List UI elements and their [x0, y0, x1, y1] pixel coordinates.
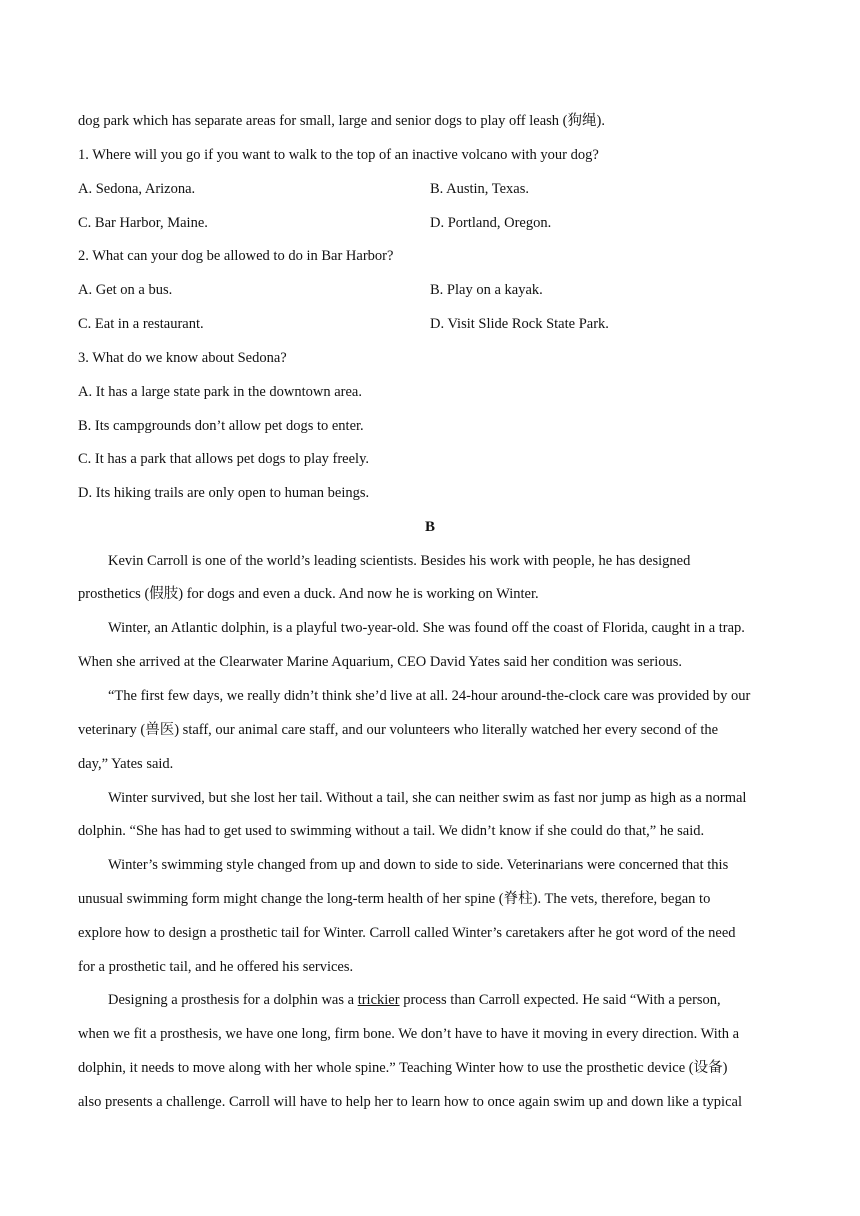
- option-d: D. Its hiking trails are only open to human beings.: [78, 485, 370, 501]
- option-c: C. It has a park that allows pet dogs to play freely.: [78, 451, 369, 467]
- passage-b-line: explore how to design a prosthetic tail for Winter. Carroll called Winter’s caretakers after he got word of the need: [78, 925, 736, 941]
- passage-b-line: When she arrived at the Clearwater Marine Aquarium, CEO David Yates said her condition was serious.: [78, 654, 683, 670]
- passage-b-line: Winter’s swimming style changed from up and down to side to side. Veterinarians were concerned that this: [108, 857, 729, 873]
- option-b: B. Play on a kayak.: [430, 282, 543, 298]
- question-1-options-row-1: [78, 180, 782, 198]
- passage-b-line: day,” Yates said.: [78, 756, 174, 772]
- passage-b-line: dolphin. “She has had to get used to swimming without a tail. We didn’t know if she could do that,” he said.: [78, 823, 705, 839]
- passage-b-line: dolphin, it needs to move along with her whole spine.” Teaching Winter how to use the prosthetic device (设备): [78, 1060, 728, 1076]
- passage-b-line: Kevin Carroll is one of the world’s leading scientists. Besides his work with people, he has designed: [108, 553, 691, 569]
- option-a: A. It has a large state park in the downtown area.: [78, 384, 362, 400]
- passage-b-line: for a prosthetic tail, and he offered his services.: [78, 959, 354, 975]
- passage-b-line-underlined: [108, 991, 782, 1009]
- option-c: C. Eat in a restaurant.: [78, 316, 204, 332]
- question-2-options-row-1: [78, 281, 782, 299]
- question-2-options-row-2: [78, 315, 782, 333]
- option-a: A. Sedona, Arizona.: [78, 181, 196, 197]
- question-1-options-row-2: [78, 214, 782, 232]
- question-3-stem: 3. What do we know about Sedona?: [78, 350, 287, 366]
- passage-a-tail: dog park which has separate areas for small, large and senior dogs to play off leash (狗绳).: [78, 113, 605, 129]
- text-after: process than Carroll expected. He said “With a person,: [399, 992, 721, 1008]
- passage-b-line: “The first few days, we really didn’t think she’d live at all. 24-hour around-the-clock care was provided by our: [108, 688, 751, 704]
- passage-b-line: Winter, an Atlantic dolphin, is a playful two-year-old. She was found off the coast of Florida, caught in a trap.: [108, 620, 745, 636]
- section-b-title: B: [424, 519, 435, 535]
- option-a: A. Get on a bus.: [78, 282, 173, 298]
- option-d: D. Visit Slide Rock State Park.: [430, 316, 609, 332]
- passage-b-line: prosthetics (假肢) for dogs and even a duck. And now he is working on Winter.: [78, 586, 539, 602]
- question-2-stem: 2. What can your dog be allowed to do in Bar Harbor?: [78, 248, 394, 264]
- option-b: B. Austin, Texas.: [430, 181, 530, 197]
- passage-b-line: also presents a challenge. Carroll will have to help her to learn how to once again swim up and down like a typical: [78, 1094, 742, 1110]
- underlined-word: trickier: [357, 992, 400, 1008]
- passage-b-line: veterinary (兽医) staff, our animal care staff, and our volunteers who literally watched her every second of the: [78, 722, 719, 738]
- passage-b-line: Winter survived, but she lost her tail. Without a tail, she can neither swim as fast nor jump as high as a normal: [108, 790, 747, 806]
- passage-b-line: when we fit a prosthesis, we have one long, firm bone. We don’t have to have it moving in every direction. With a: [78, 1026, 740, 1042]
- text-before: Designing a prosthesis for a dolphin was a: [108, 992, 358, 1008]
- option-d: D. Portland, Oregon.: [430, 215, 552, 231]
- option-b: B. Its campgrounds don’t allow pet dogs to enter.: [78, 418, 364, 434]
- option-c: C. Bar Harbor, Maine.: [78, 215, 208, 231]
- question-1-stem: 1. Where will you go if you want to walk to the top of an inactive volcano with your dog?: [78, 147, 599, 163]
- passage-b-line: unusual swimming form might change the long-term health of her spine (脊柱). The vets, therefore, began to: [78, 891, 711, 907]
